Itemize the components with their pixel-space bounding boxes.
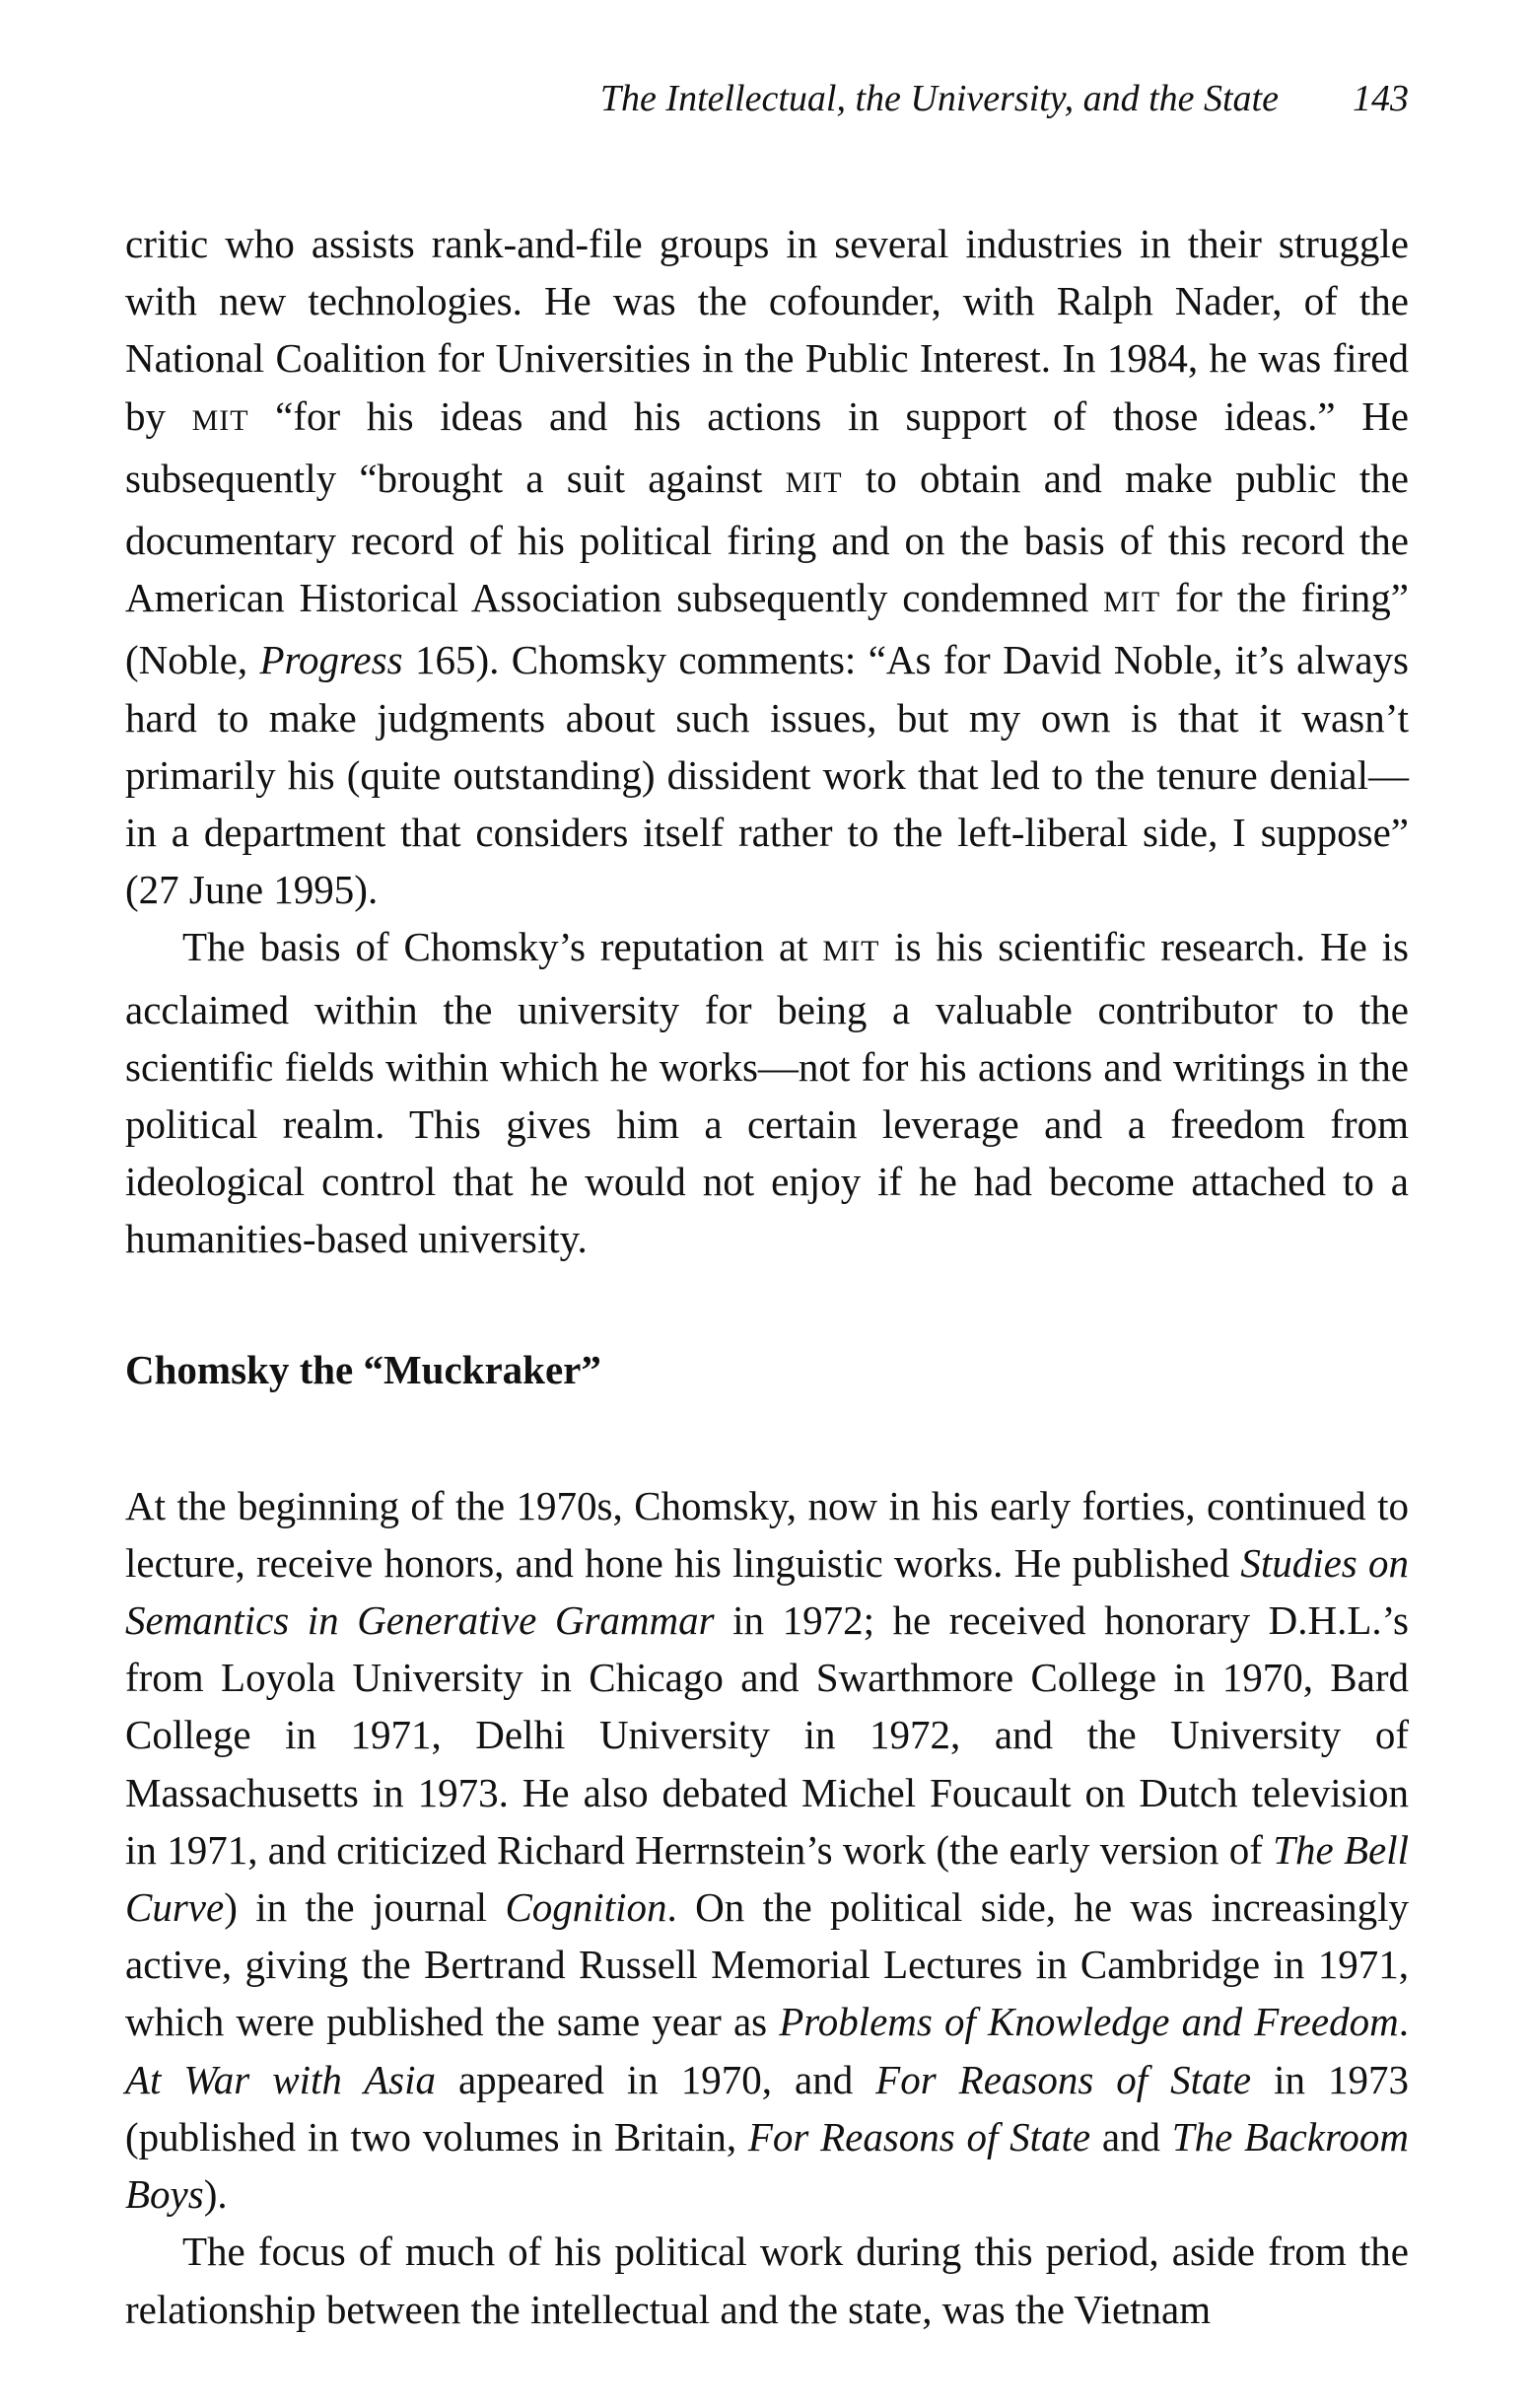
book-title: At War with Asia bbox=[125, 2056, 436, 2102]
paragraph-4 bbox=[125, 2223, 1409, 2337]
section-heading: Chomsky the “Muckraker” bbox=[125, 1346, 601, 1392]
text-run: in 1973 (published in two volumes in Britain, bbox=[125, 2056, 1409, 2160]
book-page bbox=[125, 69, 1409, 2338]
book-title: Progress bbox=[259, 637, 403, 683]
text-run: . On the political side, he was increasingly active, giving the Bertrand Russell Memorial Lectures in Cambridge in 1971, which were published the same year as bbox=[125, 1884, 1409, 2045]
text-run: . bbox=[1398, 1999, 1409, 2045]
page-number: 143 bbox=[1353, 78, 1409, 119]
text-run: The basis of Chomsky’s reputation at bbox=[182, 924, 823, 970]
book-title: The Backroom Boys bbox=[125, 2113, 1410, 2218]
running-head bbox=[125, 69, 1409, 128]
book-title: Problems of Knowledge and Freedom bbox=[779, 1999, 1399, 2045]
running-title: The Intellectual, the University, and the State bbox=[599, 78, 1279, 119]
text-run: to obtain and make public the documentary record of his political firing and on the basis of this record the American Historical Association subsequently condemned bbox=[125, 455, 1409, 621]
text-run: and bbox=[1090, 2113, 1172, 2160]
text-run: ) in the journal bbox=[224, 1884, 506, 1931]
text-run: ). bbox=[203, 2171, 228, 2218]
paragraph-1 bbox=[125, 215, 1409, 918]
book-title: For Reasons of State bbox=[875, 2056, 1252, 2102]
mit-abbreviation: MIT bbox=[785, 465, 843, 499]
book-title: For Reasons of State bbox=[747, 2113, 1091, 2160]
mit-abbreviation: MIT bbox=[191, 403, 249, 437]
journal-title: Cognition bbox=[505, 1884, 667, 1931]
text-run: is his scientific research. He is acclaimed within the university for being a valuable contributor to the scientific fields within which he works—not for his actions and writings in the political realm. This gives him a certain leverage and a freedom from ideological control that he would not enjoy if he had become attached to a humanities-based university. bbox=[125, 924, 1410, 1262]
text-run: 165). Chomsky comments: “As for David Noble, it’s always hard to make judgments about such issues, but my own is that it wasn’t primarily his (quite outstanding) dissident work that led to the tenure denial—in a department that considers itself rather to the left-liberal side, I suppose” (27 June 1995). bbox=[125, 637, 1409, 913]
text-run: At the beginning of the 1970s, Chomsky, now in his early forties, continued to lecture, receive honors, and hone his linguistic works. He published bbox=[125, 1482, 1409, 1586]
text-run: appeared in 1970, and bbox=[436, 2056, 876, 2102]
text-run: The focus of much of his political work during this period, aside from the relationship between the intellectual and the state, was the Vietnam bbox=[125, 2229, 1409, 2332]
text-run: critic who assists rank-and-file groups in several industries in their struggle with new technologies. He was the cofounder, with Ralph Nader, of the National Coalition for Universities in the Public Interest. In 1984, he was fired by bbox=[125, 221, 1409, 439]
book-title: The Bell Curve bbox=[125, 1826, 1409, 1931]
book-title: Studies on Semantics in Generative Grammar bbox=[125, 1539, 1409, 1644]
paragraph-3 bbox=[125, 1477, 1409, 2224]
mit-abbreviation: MIT bbox=[1103, 586, 1161, 619]
text-run: for the firing” (Noble, bbox=[125, 575, 1409, 683]
paragraph-2 bbox=[125, 918, 1409, 1267]
body-text bbox=[125, 215, 1409, 2338]
text-run: in 1972; he received honorary D.H.L.’s from Loyola University in Chicago and Swarthmore College in 1970, Bard College in 1971, Delhi University in 1972, and the University of Massachusetts in 1973. He also debated Michel Foucault on Dutch television in 1971, and criticized Richard Herrnstein’s work (the early version of bbox=[125, 1597, 1409, 1873]
text-run: “for his ideas and his actions in support of those ideas.” He subsequently “brought a suit against bbox=[125, 392, 1410, 501]
mit-abbreviation: MIT bbox=[822, 935, 880, 968]
